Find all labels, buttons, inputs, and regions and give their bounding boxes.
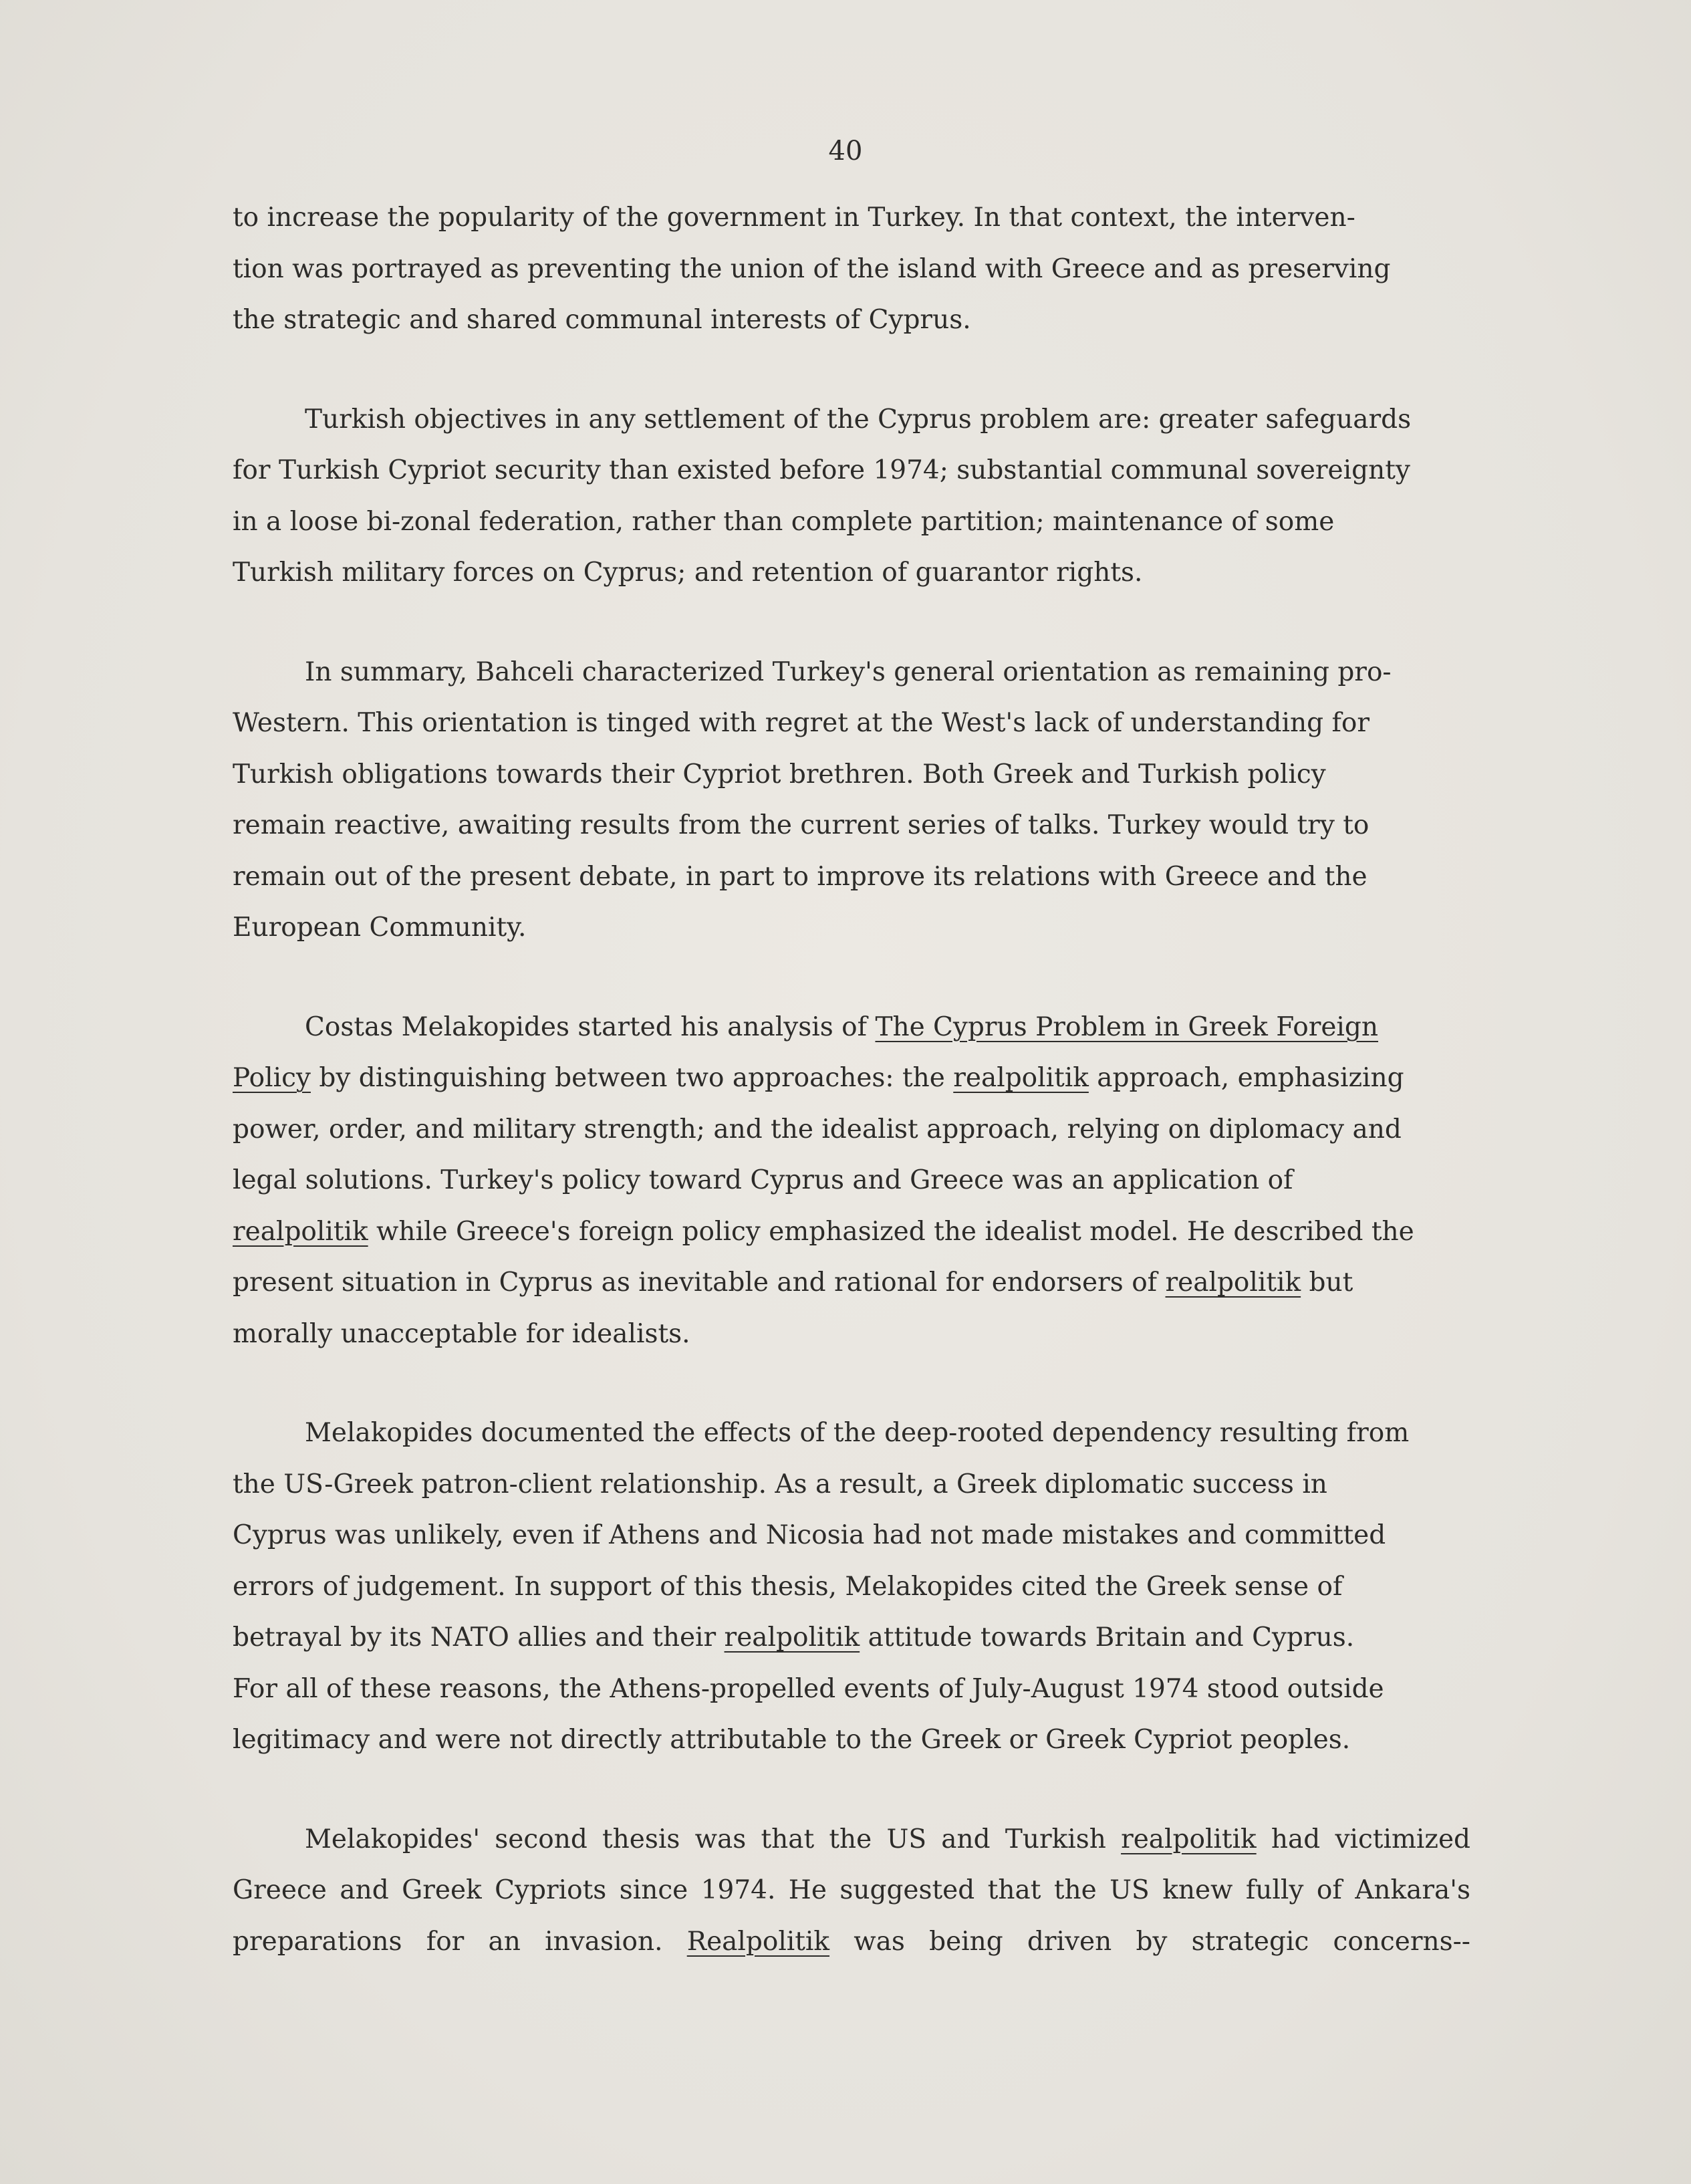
text-run: Turkish objectives in any settlement of the Cyprus problem are: greater safeguards: [305, 404, 1412, 435]
underlined-term: realpolitik: [1121, 1824, 1257, 1854]
text-line: Greece and Greek Cypriots since 1974. He suggested that the US knew fully of Ankara's: [233, 1875, 1470, 1905]
text-line: for Turkish Cypriot security than existed before 1974; substantial communal sovereignty: [233, 455, 1410, 485]
underlined-term: realpolitik: [724, 1622, 860, 1653]
text-line: [233, 1053, 1470, 1104]
text-line: legitimacy and were not directly attributable to the Greek or Greek Cypriot peoples.: [233, 1725, 1351, 1755]
text-line: Turkish military forces on Cyprus; and retention of guarantor rights.: [233, 558, 1143, 588]
text-line: morally unacceptable for idealists.: [233, 1318, 690, 1349]
text-line: errors of judgement. In support of this thesis, Melakopides cited the Greek sense of: [233, 1571, 1343, 1602]
text-run: while Greece's foreign policy emphasized the idealist model. He described the: [368, 1216, 1414, 1247]
text-line: European Community.: [233, 913, 527, 943]
underlined-term: realpolitik: [233, 1216, 368, 1247]
text-line: [233, 1612, 1470, 1664]
text-line: the strategic and shared communal interests of Cyprus.: [233, 305, 971, 335]
paragraph-5: [233, 1408, 1470, 1766]
text-line: Cyprus was unlikely, even if Athens and Nicosia had not made mistakes and committed: [233, 1520, 1386, 1550]
paragraph-4: [233, 1002, 1470, 1360]
text-line: [233, 1917, 1470, 1968]
text-run: but: [1301, 1267, 1353, 1298]
book-title: The Cyprus Problem in Greek Foreign: [875, 1011, 1378, 1042]
text-line: to increase the popularity of the government in Turkey. In that context, the interven-: [233, 203, 1355, 233]
underlined-term: realpolitik: [1165, 1267, 1301, 1298]
text-run: Melakopides' second thesis was that the US and Turkish: [305, 1824, 1122, 1854]
text-line: For all of these reasons, the Athens-propelled events of July-August 1974 stood outside: [233, 1673, 1384, 1704]
paragraph-3: [233, 647, 1470, 954]
text-run: by distinguishing between two approaches: the: [310, 1063, 954, 1093]
text-line: [233, 1257, 1470, 1309]
paragraph-6: [233, 1814, 1470, 1968]
text-run: Melakopides documented the effects of the deep-rooted dependency resulting from: [305, 1418, 1410, 1448]
book-title: Policy: [233, 1063, 311, 1093]
paragraph-2: [233, 394, 1470, 599]
text-line: remain out of the present debate, in part to improve its relations with Greece and the: [233, 861, 1368, 892]
text-line: [233, 1002, 1470, 1054]
text-line: the US-Greek patron-client relationship. As a result, a Greek diplomatic success in: [233, 1469, 1327, 1499]
text-line: [233, 394, 1470, 446]
text-line: [233, 647, 1470, 699]
underlined-term: realpolitik: [953, 1063, 1089, 1093]
text-line: Turkish obligations towards their Cypriot brethren. Both Greek and Turkish policy: [233, 759, 1326, 790]
text-line: [233, 1814, 1470, 1866]
underlined-term: Realpolitik: [686, 1926, 830, 1957]
text-run: preparations for an invasion.: [233, 1926, 687, 1957]
text-line: [233, 1408, 1470, 1459]
body-text: [233, 193, 1470, 2016]
text-run: Costas Melakopides started his analysis of: [305, 1011, 876, 1042]
text-run: attitude towards Britain and Cyprus.: [860, 1622, 1355, 1653]
text-run: was being driven by strategic concerns--: [829, 1926, 1470, 1957]
text-line: tion was portrayed as preventing the union of the island with Greece and as preserving: [233, 253, 1391, 284]
text-line: legal solutions. Turkey's policy toward Cyprus and Greece was an application of: [233, 1165, 1293, 1195]
text-line: remain reactive, awaiting results from the current series of talks. Turkey would try to: [233, 810, 1370, 840]
text-line: in a loose bi-zonal federation, rather than complete partition; maintenance of some: [233, 506, 1335, 537]
text-line: power, order, and military strength; and the idealist approach, relying on diplomacy and: [233, 1114, 1402, 1144]
text-line: [233, 1207, 1470, 1258]
paragraph-1: [233, 193, 1470, 346]
text-line: Western. This orientation is tinged with regret at the West's lack of understanding for: [233, 708, 1370, 738]
text-run: had victimized: [1256, 1824, 1470, 1854]
text-run: present situation in Cyprus as inevitable and rational for endorsers of: [233, 1267, 1166, 1298]
text-run: In summary, Bahceli characterized Turkey's general orientation as remaining pro-: [305, 656, 1392, 687]
text-run: betrayal by its NATO allies and their: [233, 1622, 725, 1653]
page-number: 40: [828, 136, 863, 166]
text-run: approach, emphasizing: [1088, 1063, 1404, 1093]
